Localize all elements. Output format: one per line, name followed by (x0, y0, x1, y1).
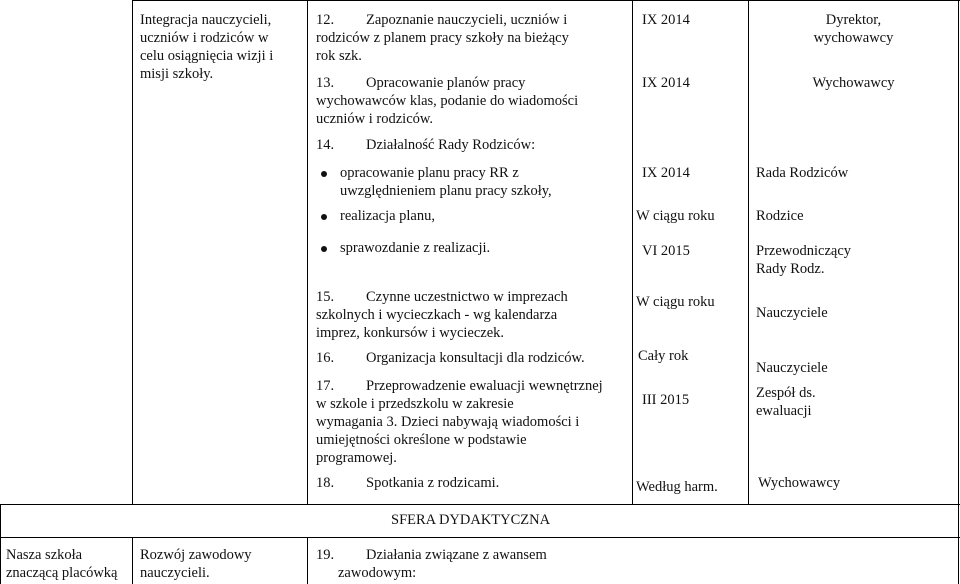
goal-line: celu osiągnięcia wizji i (140, 48, 274, 64)
item-text: programowej. (316, 450, 397, 466)
responsible-value: Zespół ds. (756, 385, 816, 401)
col-divider-2 (307, 0, 308, 504)
table-right-border (958, 0, 959, 584)
item-text: szkolnych i wycieczkach - wg kalendarza (316, 307, 558, 323)
responsible-value: Wychowawcy (758, 475, 841, 491)
responsible-value: Wychowawcy (812, 75, 895, 91)
item-text: w szkole i przedszkolu w zakresie (316, 396, 514, 412)
term-value: W ciągu roku (636, 208, 715, 224)
col-divider-1 (132, 0, 133, 504)
responsible-value: wychowawcy (813, 30, 894, 46)
item-text: rok szk. (316, 48, 362, 64)
term-value: IX 2014 (642, 12, 690, 28)
item-text: rodziców z planem pracy szkoły na bieżący (316, 30, 569, 46)
bullet-icon (321, 246, 327, 252)
area-line: znaczącą placówką (6, 565, 118, 581)
goal-line: uczniów i rodziców w (140, 30, 269, 46)
responsible-value: Nauczyciele (756, 360, 828, 376)
item-number: 16. (316, 350, 335, 366)
item-text: Organizacja konsultacji dla rodziców. (366, 350, 585, 366)
goal-line: misji szkoły. (140, 66, 214, 82)
item-text: Zapoznanie nauczycieli, uczniów i (366, 12, 568, 28)
section-header: SFERA DYDAKTYCZNA (391, 512, 551, 528)
responsible-value: Przewodniczący (756, 243, 852, 259)
item-text: Czynne uczestnictwo w imprezach (366, 289, 568, 305)
item-number: 12. (316, 12, 335, 28)
goal-line: Integracja nauczycieli, (140, 12, 272, 28)
item-number: 14. (316, 137, 335, 153)
bullet-text: realizacja planu, (340, 208, 435, 224)
item-number: 17. (316, 378, 335, 394)
responsible-value: Rady Rodz. (756, 261, 825, 277)
item-text: Przeprowadzenie ewaluacji wewnętrznej (366, 378, 603, 394)
table-left-border (0, 504, 1, 584)
item-text: wymagania 3. Dzieci nabywają wiadomości i (316, 414, 580, 430)
item-text: Działalność Rady Rodziców: (366, 137, 536, 153)
term-value: III 2015 (642, 392, 690, 408)
item-text: uczniów i rodziców. (316, 111, 434, 127)
item-text: Spotkania z rodzicami. (366, 475, 500, 491)
item-number: 18. (316, 475, 335, 491)
term-value: W ciągu roku (636, 294, 715, 310)
goal-line: nauczycieli. (140, 565, 210, 581)
term-value: Cały rok (638, 348, 689, 364)
bullet-text: sprawozdanie z realizacji. (340, 240, 491, 256)
row-divider-1 (0, 504, 960, 505)
bullet-text: opracowanie planu pracy RR z (340, 165, 519, 181)
col-divider-3 (632, 0, 633, 504)
item-text: imprez, konkursów i wycieczek. (316, 325, 505, 341)
term-value: VI 2015 (642, 243, 690, 259)
responsible-value: Rodzice (756, 208, 804, 224)
bullet-icon (321, 214, 327, 220)
responsible-value: Rada Rodziców (756, 165, 849, 181)
item-text: zawodowym: (338, 565, 417, 581)
item-number: 19. (316, 547, 335, 563)
item-number: 13. (316, 75, 335, 91)
col-divider-r2-1 (132, 537, 133, 584)
term-value: IX 2014 (642, 165, 690, 181)
goal-line: Rozwój zawodowy (140, 547, 252, 563)
responsible-value: ewaluacji (756, 403, 812, 419)
term-value: IX 2014 (642, 75, 690, 91)
item-text: Opracowanie planów pracy (366, 75, 526, 91)
term-value: Według harm. (636, 479, 718, 495)
col-divider-r2-2 (307, 537, 308, 584)
area-line: Nasza szkoła (6, 547, 83, 563)
item-text: Działania związane z awansem (366, 547, 547, 563)
responsible-value: Dyrektor, (825, 12, 882, 28)
row-divider-2 (0, 537, 960, 538)
item-number: 15. (316, 289, 335, 305)
item-text: wychowawców klas, podanie do wiadomości (316, 93, 579, 109)
bullet-icon (321, 171, 327, 177)
bullet-text: uwzględnieniem planu pracy szkoły, (340, 183, 552, 199)
table-top-border (132, 0, 960, 1)
responsible-value: Nauczyciele (756, 305, 828, 321)
item-text: umiejętności określone w podstawie (316, 432, 527, 448)
